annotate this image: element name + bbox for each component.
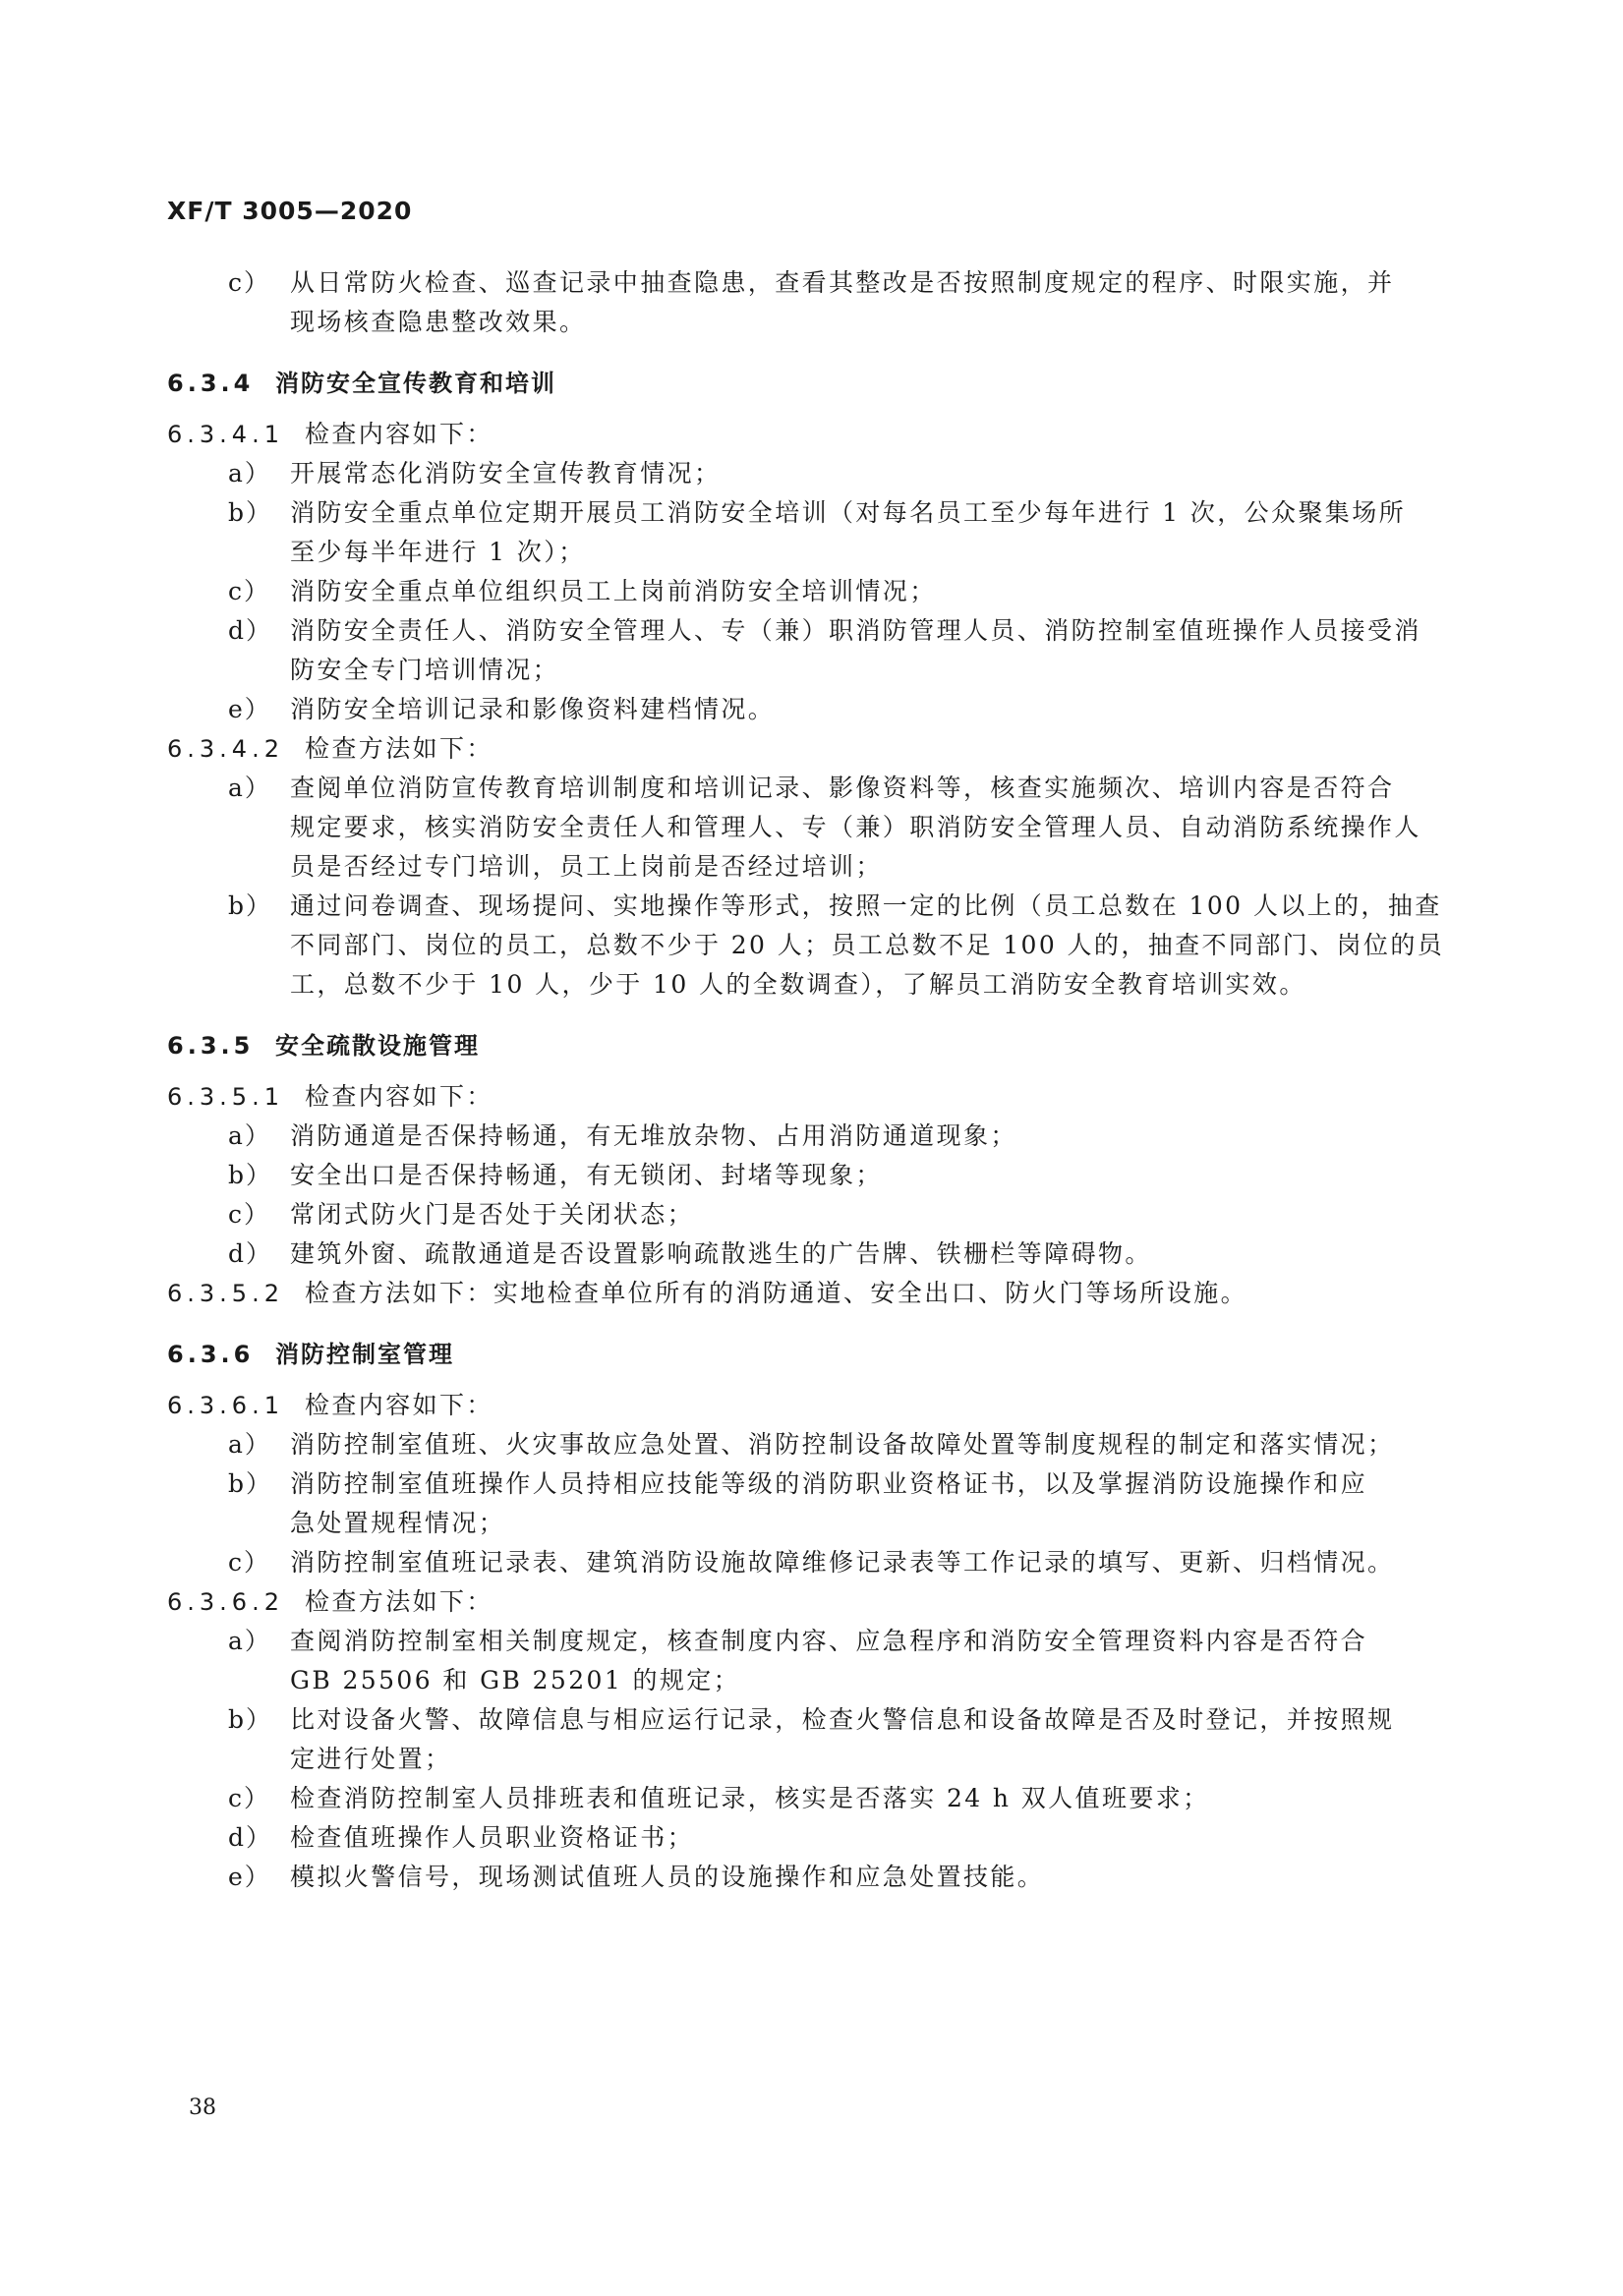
list-item-text: 常闭式防火门是否处于关闭状态；	[290, 1200, 695, 1229]
list-item	[0, 690, 1623, 729]
list-item-continuation	[0, 303, 1623, 342]
page-number: 38	[189, 2095, 216, 2120]
heading-gap	[0, 1374, 1623, 1386]
list-item-continuation	[0, 847, 1623, 887]
list-item-text: 建筑外窗、疏散通道是否设置影响疏散逃生的广告牌、铁栅栏等障碍物。	[290, 1239, 1152, 1268]
clause-heading	[0, 1274, 1623, 1313]
list-item-text: 消防控制室值班操作人员持相应技能等级的消防职业资格证书，以及掌握消防设施操作和应	[290, 1469, 1368, 1498]
section-title: 消防安全宣传教育和培训	[275, 370, 556, 397]
section-gap	[0, 1004, 1623, 1026]
list-item-text: 消防控制室值班、火灾事故应急处置、消防控制设备故障处置等制度规程的制定和落实情况；	[290, 1430, 1395, 1459]
list-item-label: d）	[228, 616, 273, 645]
list-item-text: 检查消防控制室人员排班表和值班记录，核实是否落实 24 h 双人值班要求；	[290, 1784, 1210, 1812]
section-title: 消防控制室管理	[275, 1341, 454, 1368]
list-item	[0, 263, 1623, 303]
clause-number: 6.3.5.1	[167, 1083, 284, 1111]
list-item-text: 不同部门、岗位的员工，总数不少于 20 人；员工总数不足 100 人的，抽查不同部门、岗位的员	[290, 931, 1445, 959]
clause-text: 检查方法如下：实地检查单位所有的消防通道、安全出口、防火门等场所设施。	[305, 1279, 1248, 1307]
list-item	[0, 611, 1623, 651]
list-item-text: GB 25506 和 GB 25201 的规定；	[290, 1666, 741, 1694]
list-item-label: b）	[228, 891, 273, 920]
list-item-continuation	[0, 533, 1623, 572]
list-item-text: 消防安全重点单位定期开展员工消防安全培训（对每名员工至少每年进行 1 次，公众聚集场所	[290, 498, 1407, 527]
clause-number: 6.3.4.1	[167, 421, 284, 448]
list-item-text: 开展常态化消防安全宣传教育情况；	[290, 459, 722, 488]
list-item	[0, 1117, 1623, 1156]
list-item-label: a）	[228, 774, 271, 802]
list-item	[0, 1234, 1623, 1274]
list-item-text: 检查值班操作人员职业资格证书；	[290, 1823, 695, 1852]
list-item-label: a）	[228, 459, 271, 488]
list-item-label: c）	[228, 1548, 271, 1577]
section-title: 安全疏散设施管理	[275, 1032, 480, 1060]
section-heading	[0, 1335, 1623, 1374]
list-item	[0, 454, 1623, 493]
list-item-text: 查阅单位消防宣传教育培训制度和培训记录、影像资料等，核查实施频次、培训内容是否符合	[290, 774, 1395, 802]
list-item	[0, 1425, 1623, 1464]
list-item-continuation	[0, 1661, 1623, 1700]
list-item-text: 定进行处置；	[290, 1745, 452, 1773]
clause-heading	[0, 1077, 1623, 1117]
list-item	[0, 493, 1623, 533]
clause-text: 检查方法如下：	[305, 734, 493, 763]
list-item	[0, 1464, 1623, 1504]
section-heading	[0, 364, 1623, 403]
section-number: 6.3.6	[167, 1341, 255, 1368]
section-gap	[0, 1313, 1623, 1335]
list-item-text: 防安全专门培训情况；	[290, 656, 560, 684]
section-number: 6.3.5	[167, 1032, 255, 1060]
heading-gap	[0, 1065, 1623, 1077]
list-item	[0, 1858, 1623, 1897]
list-item-continuation	[0, 926, 1623, 965]
clause-number: 6.3.6.1	[167, 1392, 284, 1419]
clause-number: 6.3.6.2	[167, 1588, 284, 1616]
list-item-label: d）	[228, 1823, 273, 1852]
document-body	[0, 263, 1623, 1897]
clause-number: 6.3.4.2	[167, 735, 284, 763]
list-item-continuation	[0, 1504, 1623, 1543]
list-item-label: a）	[228, 1121, 271, 1150]
list-item-text: 消防控制室值班记录表、建筑消防设施故障维修记录表等工作记录的填写、更新、归档情况。	[290, 1548, 1395, 1577]
list-item-continuation	[0, 965, 1623, 1004]
list-item-label: c）	[228, 1784, 271, 1812]
list-item-continuation	[0, 808, 1623, 847]
list-item-text: 现场核查隐患整改效果。	[290, 308, 587, 336]
list-item-label: b）	[228, 1705, 273, 1734]
list-item	[0, 1195, 1623, 1234]
list-item-text: 通过问卷调查、现场提问、实地操作等形式，按照一定的比例（员工总数在 100 人以上的，抽查	[290, 891, 1442, 920]
list-item-text: 从日常防火检查、巡查记录中抽查隐患，查看其整改是否按照制度规定的程序、时限实施，并	[290, 268, 1395, 297]
clause-heading	[0, 1386, 1623, 1425]
list-item-continuation	[0, 651, 1623, 690]
list-item-label: e）	[228, 695, 271, 723]
list-item-label: b）	[228, 498, 273, 527]
list-item-text: 消防通道是否保持畅通，有无堆放杂物、占用消防通道现象；	[290, 1121, 1017, 1150]
clause-text: 检查内容如下：	[305, 1082, 493, 1111]
list-item	[0, 1156, 1623, 1195]
page-header: XF/T 3005—2020	[167, 197, 413, 225]
list-item	[0, 1779, 1623, 1818]
clause-heading	[0, 729, 1623, 769]
clause-heading	[0, 1582, 1623, 1622]
list-item-text: 消防安全重点单位组织员工上岗前消防安全培训情况；	[290, 577, 937, 605]
list-item	[0, 1543, 1623, 1582]
list-item-text: 员是否经过专门培训，员工上岗前是否经过培训；	[290, 852, 883, 881]
section-heading	[0, 1026, 1623, 1065]
list-item-text: 规定要求，核实消防安全责任人和管理人、专（兼）职消防安全管理人员、自动消防系统操作人	[290, 813, 1421, 841]
list-item-text: 消防安全培训记录和影像资料建档情况。	[290, 695, 776, 723]
clause-text: 检查方法如下：	[305, 1587, 493, 1616]
list-item-label: a）	[228, 1627, 271, 1655]
section-number: 6.3.4	[167, 370, 255, 397]
list-item-continuation	[0, 1740, 1623, 1779]
list-item-text: 消防安全责任人、消防安全管理人、专（兼）职消防管理人员、消防控制室值班操作人员接受消	[290, 616, 1421, 645]
list-item-text: 安全出口是否保持畅通，有无锁闭、封堵等现象；	[290, 1161, 883, 1189]
heading-gap	[0, 403, 1623, 415]
list-item-label: d）	[228, 1239, 273, 1268]
clause-text: 检查内容如下：	[305, 420, 493, 448]
list-item-label: e）	[228, 1863, 271, 1891]
list-item	[0, 1700, 1623, 1740]
clause-text: 检查内容如下：	[305, 1391, 493, 1419]
list-item-label: c）	[228, 1200, 271, 1229]
list-item-text: 查阅消防控制室相关制度规定，核查制度内容、应急程序和消防安全管理资料内容是否符合	[290, 1627, 1368, 1655]
clause-number: 6.3.5.2	[167, 1280, 284, 1307]
list-item	[0, 769, 1623, 808]
list-item-label: b）	[228, 1161, 273, 1189]
list-item-label: a）	[228, 1430, 271, 1459]
list-item-text: 工，总数不少于 10 人，少于 10 人的全数调查），了解员工消防安全教育培训实效。	[290, 970, 1306, 999]
section-gap	[0, 342, 1623, 364]
list-item-text: 模拟火警信号，现场测试值班人员的设施操作和应急处置技能。	[290, 1863, 1045, 1891]
list-item	[0, 1622, 1623, 1661]
clause-heading	[0, 415, 1623, 454]
list-item	[0, 1818, 1623, 1858]
list-item	[0, 887, 1623, 926]
list-item-text: 急处置规程情况；	[290, 1509, 506, 1537]
list-item-label: b）	[228, 1469, 273, 1498]
list-item-label: c）	[228, 268, 271, 297]
list-item	[0, 572, 1623, 611]
list-item-text: 至少每半年进行 1 次）；	[290, 538, 586, 566]
list-item-label: c）	[228, 577, 271, 605]
list-item-text: 比对设备火警、故障信息与相应运行记录，检查火警信息和设备故障是否及时登记，并按照规	[290, 1705, 1395, 1734]
